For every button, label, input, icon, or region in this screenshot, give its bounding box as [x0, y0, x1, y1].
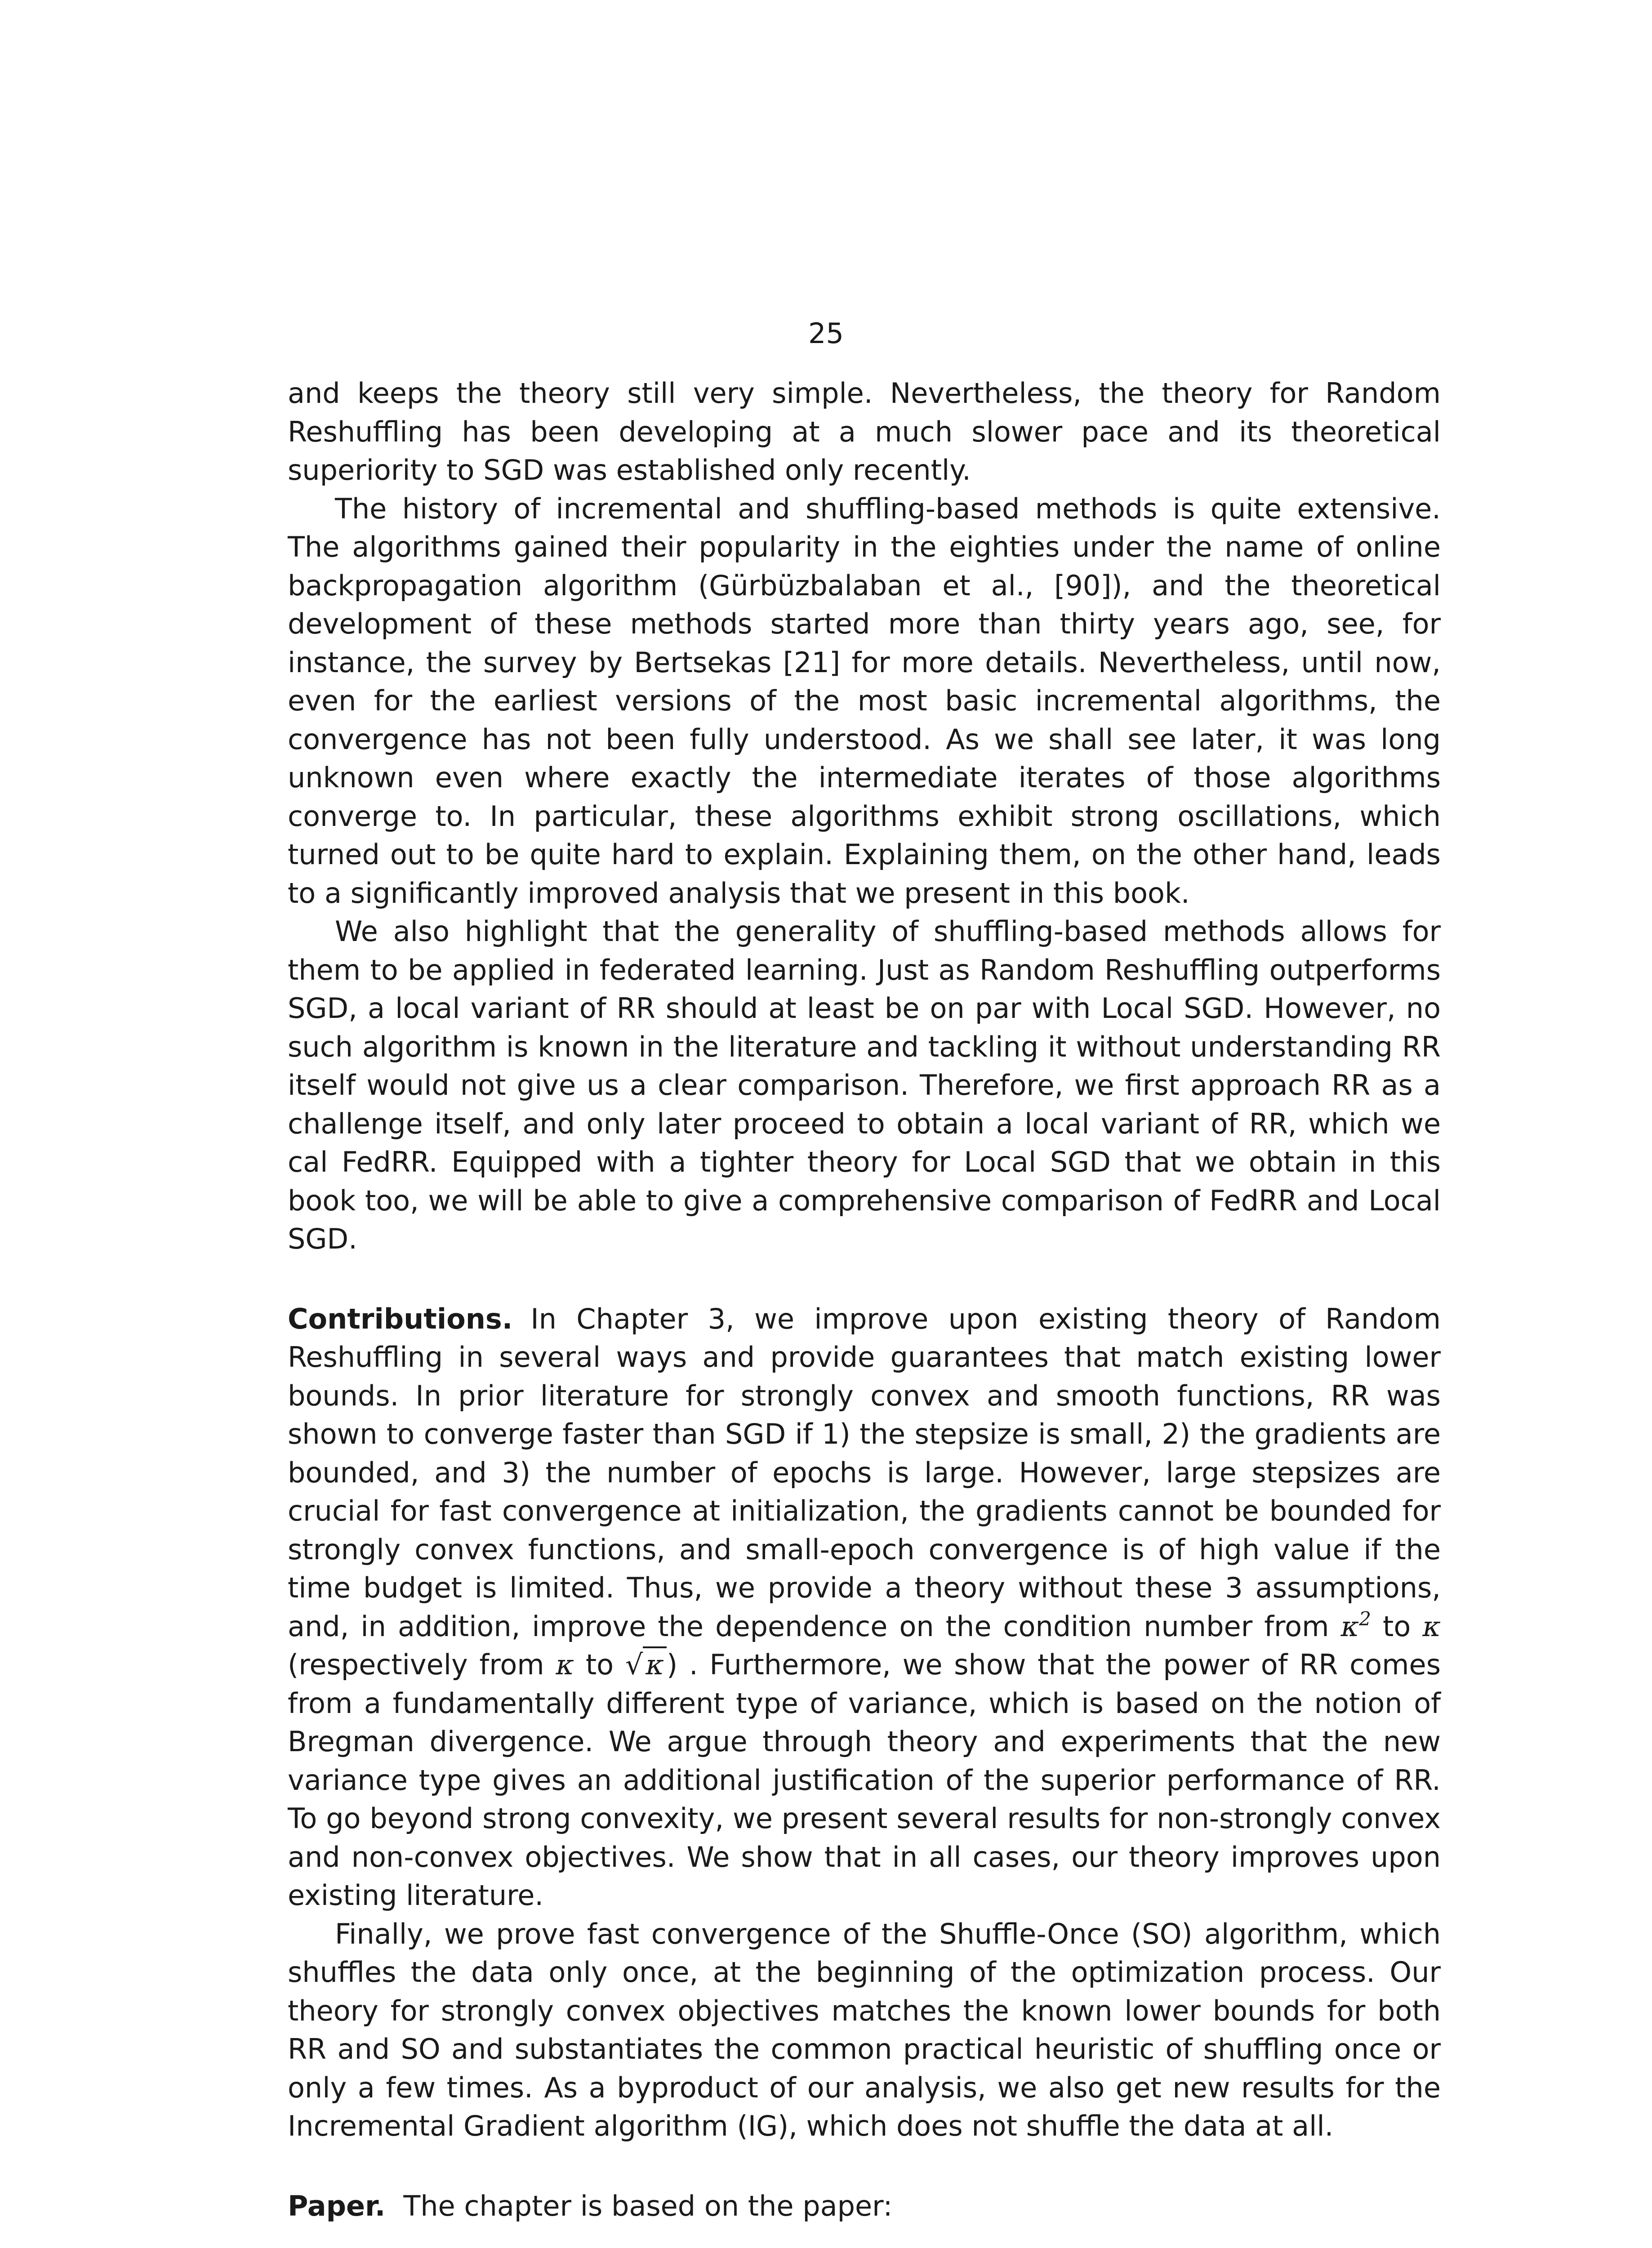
contributions-text-d: to — [585, 1648, 614, 1681]
paragraph-federated: We also highlight that the generality of shuffling-based methods allows for them to be applied in federated learning. Just as Random Reshuffling outperforms SGD, a local variant of RR should at least be on par with Local SGD. However, no such algorithm is known in the literature and tackling it without understanding RR itself would not give us a clear comparison. Therefore, we first approach RR as a challenge itself, and only later proceed to obtain a local variant of RR, which we cal FedRR. Equipped with a tighter theory for Local SGD that we obtain in this book too, we will be able to give a comprehensive comparison of FedRR and Local SGD. — [288, 915, 1441, 1255]
contributions-text-e: ) . Furthermore, we show that the power of RR comes from a fundamentally different type of variance, which is based on the notion of Bregman divergence. We argue through theory and experiments that the new variance type gives an additional justification of the superior performance of RR. To go beyond strong convexity, we present several results for non-strongly convex and non-convex objectives. We show that in all cases, our theory improves upon existing literature. — [288, 1648, 1441, 1912]
math-kappa: κ — [1422, 1610, 1441, 1643]
math-kappa: κ — [1340, 1610, 1359, 1643]
body-text — [288, 374, 1441, 2225]
contributions-section — [288, 1300, 1441, 2145]
contributions-text-b: to — [1383, 1610, 1411, 1643]
paper-text: The chapter is based on the paper: — [403, 2189, 893, 2222]
paper-heading: Paper. — [288, 2189, 386, 2222]
contributions-text-c: (respectively from — [288, 1648, 544, 1681]
paper-paragraph — [288, 2187, 1441, 2226]
paragraph-history: The history of incremental and shuffling-based methods is quite extensive. The algorithms gained their popularity in the eighties under the name of online backpropagation algorithm (Gürbüzbalaban et al., [90]), and the theoretical development of these methods started more than thirty years ago, see, for instance, the survey by Bertsekas [21] for more details. Nevertheless, until now, even for the earliest versions of the most basic incremental algorithms, the convergence has not been fully understood. As we shall see later, it was long unknown even where exactly the intermediate iterates of those algorithms converge to. In particular, these algorithms exhibit strong oscillations, which turned out to be quite hard to explain. Explaining them, on the other hand, leads to a significantly improved analysis that we present in this book. — [288, 492, 1441, 910]
math-kappa: κ — [643, 1646, 667, 1681]
math-sqrt — [625, 1646, 667, 1681]
sqrt-symbol: √ — [625, 1648, 643, 1681]
page-number: 25 — [808, 317, 844, 350]
paper-section — [288, 2187, 1441, 2226]
contributions-heading: Contributions. — [288, 1302, 513, 1335]
math-exponent: 2 — [1359, 1607, 1371, 1630]
math-kappa: κ — [556, 1648, 574, 1681]
contributions-paragraph-2: Finally, we prove fast convergence of the Shuffle-Once (SO) algorithm, which shuffles the data only once, at the beginning of the optimization process. Our theory for strongly convex objectives matches the known lower bounds for both RR and SO and substantiates the common practical heuristic of shuffling once or only a few times. As a byproduct of our analysis, we also get new results for the Incremental Gradient algorithm (IG), which does not shuffle the data at all. — [288, 1917, 1441, 2142]
contributions-paragraph — [288, 1300, 1441, 1915]
contributions-text-a: In Chapter 3, we improve upon existing theory of Random Reshuffling in several ways and provide guarantees that match existing lower bounds. In prior literature for strongly convex and smooth functions, RR was shown to converge faster than SGD if 1) the stepsize is small, 2) the gradients are bounded, and 3) the number of epochs is large. However, large stepsizes are crucial for fast convergence at initialization, the gradients cannot be bounded for strongly convex functions, and small-epoch convergence is of high value if the time budget is limited. Thus, we provide a theory without these 3 assumptions, and, in addition, improve the dependence on the condition number from — [288, 1302, 1441, 1643]
paragraph-continuation: and keeps the theory still very simple. Nevertheless, the theory for Random Reshuffling has been developing at a much slower pace and its theoretical superiority to SGD was established only recently. — [288, 377, 1441, 486]
